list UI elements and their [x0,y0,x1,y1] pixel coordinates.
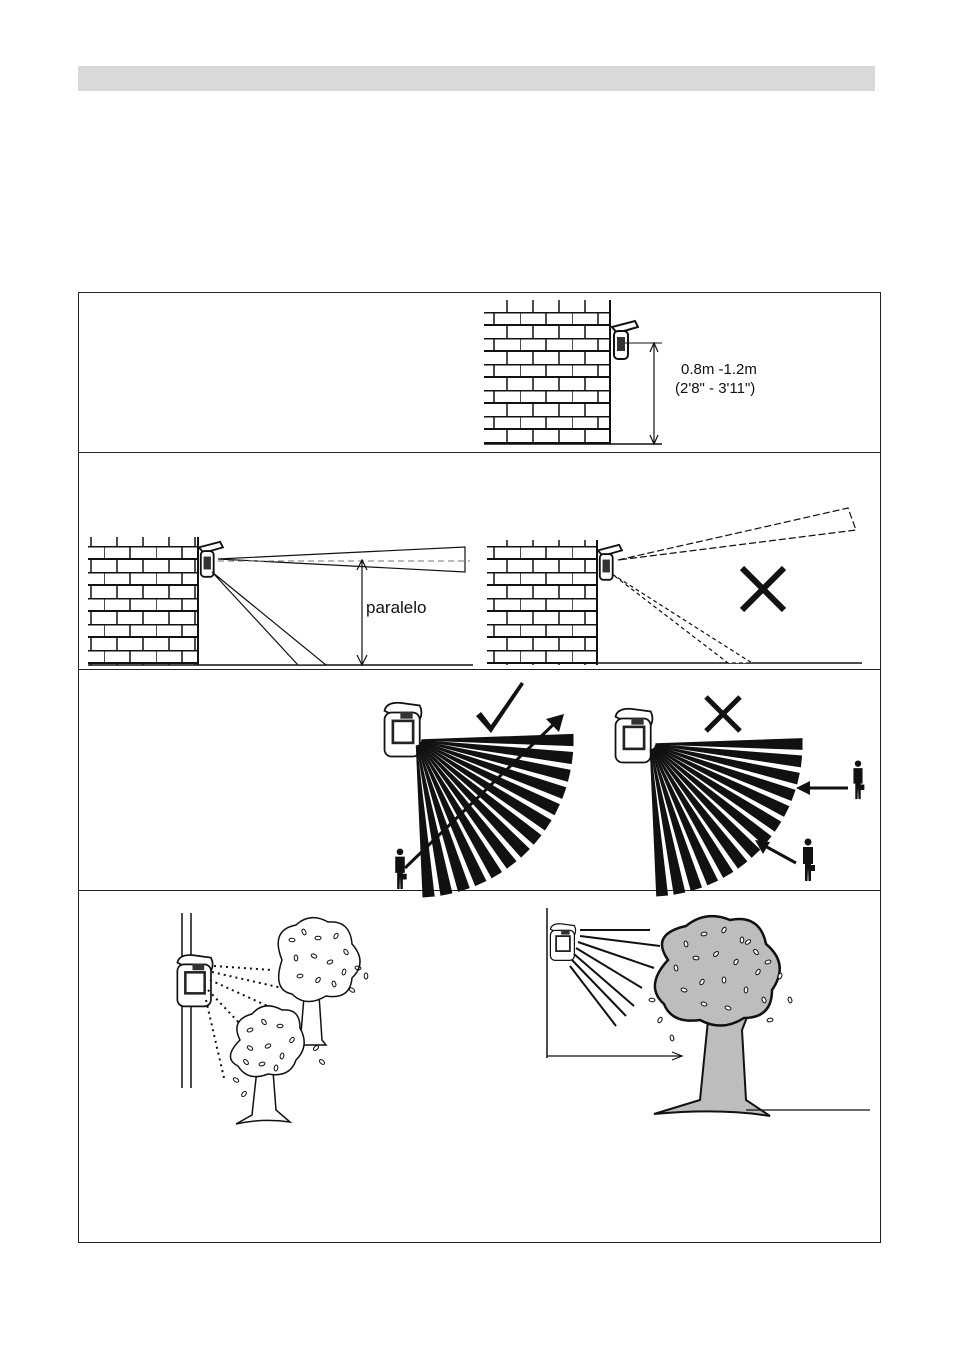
height-label-imperial: (2'8" - 3'11") [675,380,756,397]
leaf [787,997,792,1004]
leaf [657,1017,663,1024]
leaf [670,1035,675,1042]
parallel-label: paralelo [366,598,427,617]
walk-direction-wrong-figure [616,697,865,896]
leaf [233,1077,240,1083]
leaf [701,932,708,937]
cross-icon [742,568,784,610]
leaf [740,937,744,943]
leaf [364,973,368,979]
leaf [319,1059,326,1066]
mounting-height-figure [484,300,662,444]
height-label-metric: 0.8m -1.2m [681,361,757,378]
leaf [349,987,356,993]
trees-left-figure [177,913,367,1124]
trees-right-figure [547,908,870,1116]
leaf [241,1091,248,1098]
leaf [744,987,748,993]
cross-icon [706,697,740,731]
walk-direction-correct-figure [385,682,573,897]
check-icon [476,682,524,733]
leaf [693,956,699,960]
leaf [722,977,726,983]
leaf [767,1018,774,1023]
leaf [649,998,655,1002]
parallel-wrong-figure [487,508,862,665]
